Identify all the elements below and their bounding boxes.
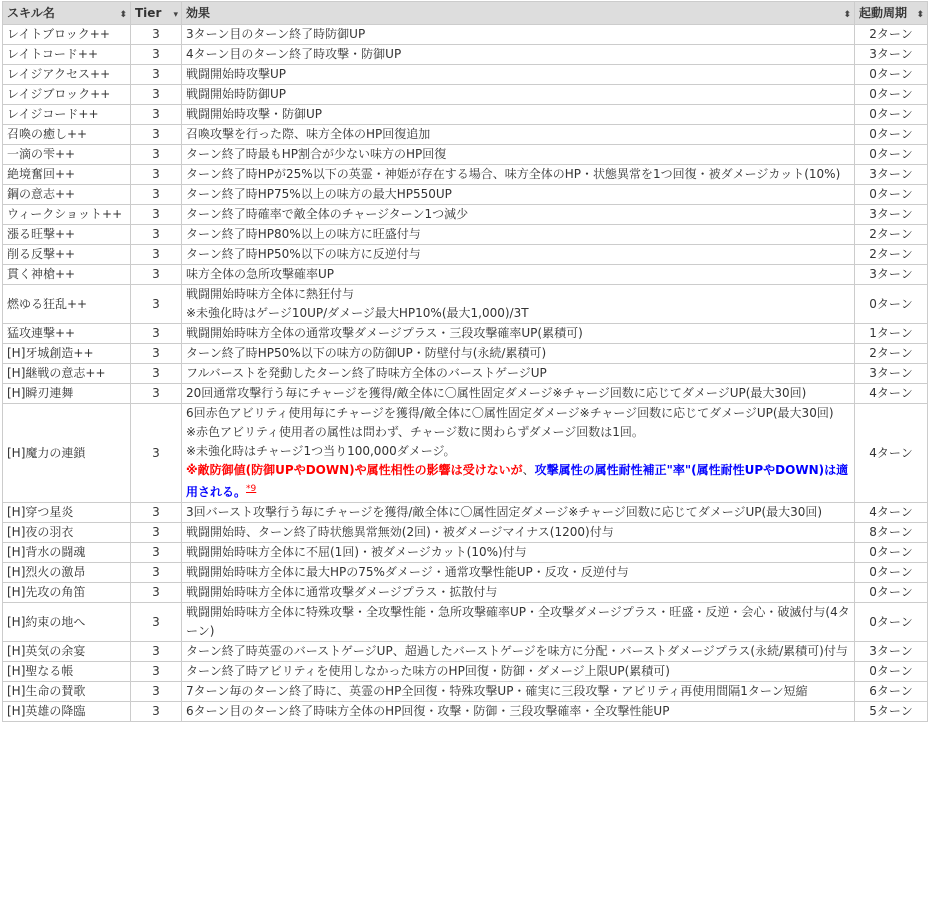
tier-cell: 3 bbox=[131, 543, 182, 563]
effect-cell bbox=[182, 285, 855, 324]
table-row bbox=[3, 702, 928, 722]
tier-cell: 3 bbox=[131, 384, 182, 404]
cycle-cell: 0ターン bbox=[855, 185, 928, 205]
tier-cell: 3 bbox=[131, 364, 182, 384]
tier-cell: 3 bbox=[131, 324, 182, 344]
skill-name-cell: 一滴の雫++ bbox=[3, 145, 131, 165]
tier-cell: 3 bbox=[131, 662, 182, 682]
effect-line: 戦闘開始時味方全体に特殊攻撃・全攻撃性能・急所攻撃確率UP・全攻撃ダメージプラス・旺盛・反逆・会心・破滅付与(4ターン) bbox=[186, 605, 850, 638]
tier-cell: 3 bbox=[131, 404, 182, 503]
effect-line: 7ターン毎のターン終了時に、英霊のHP全回復・特殊攻撃UP・確実に三段攻撃・アビリティ再使用間隔1ターン短縮 bbox=[186, 684, 808, 698]
table-row bbox=[3, 145, 928, 165]
effect-cell bbox=[182, 583, 855, 603]
cycle-cell: 0ターン bbox=[855, 145, 928, 165]
effect-line: ターン終了時HP80%以上の味方に旺盛付与 bbox=[186, 227, 421, 241]
cycle-cell: 1ターン bbox=[855, 324, 928, 344]
effect-line: 6ターン目のターン終了時味方全体のHP回復・攻撃・防御・三段攻撃確率・全攻撃性能UP bbox=[186, 704, 670, 718]
tier-cell: 3 bbox=[131, 45, 182, 65]
cycle-cell: 3ターン bbox=[855, 642, 928, 662]
skill-name-cell: 漲る旺撃++ bbox=[3, 225, 131, 245]
skill-name-cell: 鋼の意志++ bbox=[3, 185, 131, 205]
effect-line: 3回バースト攻撃行う毎にチャージを獲得/敵全体に〇属性固定ダメージ※チャージ回数に応じてダメージUP(最大30回) bbox=[186, 505, 823, 519]
tier-cell: 3 bbox=[131, 503, 182, 523]
table-row bbox=[3, 165, 928, 185]
column-header-tier[interactable]: Tier ▾ bbox=[131, 2, 182, 25]
column-header-cycle[interactable]: 起動周期 ⬍ bbox=[855, 2, 928, 25]
tier-cell: 3 bbox=[131, 85, 182, 105]
effect-line: 戦闘開始時攻撃UP bbox=[186, 67, 287, 81]
effect-cell bbox=[182, 205, 855, 225]
effect-cell bbox=[182, 105, 855, 125]
cycle-cell: 3ターン bbox=[855, 45, 928, 65]
effect-line: 戦闘開始時味方全体に熱狂付与 bbox=[186, 287, 355, 301]
effect-cell bbox=[182, 642, 855, 662]
table-row bbox=[3, 662, 928, 682]
skill-name-cell: [H]牙城創造++ bbox=[3, 344, 131, 364]
sort-icon: ⬍ bbox=[916, 10, 924, 20]
skill-name-cell: [H]瞬刃連舞 bbox=[3, 384, 131, 404]
table-row bbox=[3, 642, 928, 662]
effect-cell bbox=[182, 45, 855, 65]
table-row bbox=[3, 265, 928, 285]
cycle-cell: 0ターン bbox=[855, 563, 928, 583]
skill-name-cell: 削る反撃++ bbox=[3, 245, 131, 265]
skill-name-cell: [H]魔力の連鎖 bbox=[3, 404, 131, 503]
effect-line: 戦闘開始時味方全体の通常攻撃ダメージプラス・三段攻撃確率UP(累積可) bbox=[186, 326, 583, 340]
cycle-cell: 0ターン bbox=[855, 603, 928, 642]
skill-name-cell: ウィークショット++ bbox=[3, 205, 131, 225]
effect-cell bbox=[182, 125, 855, 145]
cycle-cell: 8ターン bbox=[855, 523, 928, 543]
effect-cell bbox=[182, 563, 855, 583]
table-row bbox=[3, 25, 928, 45]
tier-cell: 3 bbox=[131, 225, 182, 245]
tier-cell: 3 bbox=[131, 523, 182, 543]
effect-cell bbox=[182, 65, 855, 85]
skill-name-cell: [H]穿つ星炎 bbox=[3, 503, 131, 523]
table-row bbox=[3, 344, 928, 364]
effect-line: 召喚攻撃を行った際、味方全体のHP回復追加 bbox=[186, 127, 431, 141]
cycle-cell: 2ターン bbox=[855, 225, 928, 245]
skill-name-cell: [H]英雄の降臨 bbox=[3, 702, 131, 722]
cycle-cell: 0ターン bbox=[855, 285, 928, 324]
table-row bbox=[3, 245, 928, 265]
effect-cell bbox=[182, 265, 855, 285]
effect-cell bbox=[182, 225, 855, 245]
effect-line: 6回赤色アビリティ使用毎にチャージを獲得/敵全体に〇属性固定ダメージ※チャージ回数に応じてダメージUP(最大30回) bbox=[186, 406, 834, 420]
skill-name-cell: 絶境奮回++ bbox=[3, 165, 131, 185]
effect-cell bbox=[182, 523, 855, 543]
tier-cell: 3 bbox=[131, 205, 182, 225]
effect-cell bbox=[182, 145, 855, 165]
effect-cell bbox=[182, 324, 855, 344]
tier-cell: 3 bbox=[131, 265, 182, 285]
effect-line: 戦闘開始時味方全体に不屈(1回)・被ダメージカット(10%)付与 bbox=[186, 545, 527, 559]
effect-line: 戦闘開始時防御UP bbox=[186, 87, 287, 101]
effect-line: ターン終了時最もHP割合が少ない味方のHP回復 bbox=[186, 147, 447, 161]
tier-cell: 3 bbox=[131, 185, 182, 205]
cycle-cell: 2ターン bbox=[855, 25, 928, 45]
effect-line: ターン終了時HPが25%以下の英霊・神姫が存在する場合、味方全体のHP・状態異常を1つ回復・被ダメージカット(10%) bbox=[186, 167, 841, 181]
cycle-cell: 0ターン bbox=[855, 65, 928, 85]
effect-cell bbox=[182, 404, 855, 503]
table-row bbox=[3, 523, 928, 543]
effect-line: ターン終了時確率で敵全体のチャージターン1つ減少 bbox=[186, 207, 469, 221]
effect-cell bbox=[182, 503, 855, 523]
skill-name-cell: レイジアクセス++ bbox=[3, 65, 131, 85]
effect-line: 戦闘開始時味方全体に最大HPの75%ダメージ・通常攻撃性能UP・反攻・反逆付与 bbox=[186, 565, 629, 579]
table-row bbox=[3, 205, 928, 225]
tier-cell: 3 bbox=[131, 165, 182, 185]
column-header-effect[interactable]: 効果 ⬍ bbox=[182, 2, 855, 25]
table-row bbox=[3, 105, 928, 125]
effect-line: フルバーストを発動したターン終了時味方全体のバーストゲージUP bbox=[186, 366, 547, 380]
effect-cell bbox=[182, 25, 855, 45]
cycle-cell: 5ターン bbox=[855, 702, 928, 722]
effect-line: ※未強化時はチャージ1つ当り100,000ダメージ。 bbox=[186, 444, 456, 458]
cycle-cell: 0ターン bbox=[855, 662, 928, 682]
table-row bbox=[3, 185, 928, 205]
cycle-cell: 2ターン bbox=[855, 344, 928, 364]
cycle-cell: 0ターン bbox=[855, 85, 928, 105]
skill-name-cell: [H]先攻の角笛 bbox=[3, 583, 131, 603]
cycle-cell: 3ターン bbox=[855, 364, 928, 384]
cycle-cell: 2ターン bbox=[855, 245, 928, 265]
skill-name-cell: [H]生命の賛歌 bbox=[3, 682, 131, 702]
table-row bbox=[3, 404, 928, 503]
tier-cell: 3 bbox=[131, 583, 182, 603]
effect-cell bbox=[182, 702, 855, 722]
skill-name-cell: [H]夜の羽衣 bbox=[3, 523, 131, 543]
table-row bbox=[3, 364, 928, 384]
effect-line: 味方全体の急所攻撃確率UP bbox=[186, 267, 335, 281]
cycle-cell: 3ターン bbox=[855, 205, 928, 225]
table-row bbox=[3, 603, 928, 642]
cycle-cell: 0ターン bbox=[855, 125, 928, 145]
skill-name-cell: 召喚の癒し++ bbox=[3, 125, 131, 145]
skill-table bbox=[2, 1, 928, 722]
effect-cell bbox=[182, 543, 855, 563]
table-row bbox=[3, 563, 928, 583]
effect-note bbox=[186, 461, 850, 502]
effect-line: ※未強化時はゲージ10UP/ダメージ最大HP10%(最大1,000)/3T bbox=[186, 306, 529, 320]
sort-icon: ⬍ bbox=[119, 10, 127, 20]
effect-cell bbox=[182, 662, 855, 682]
effect-note-red: ※敵防御値(防御UPやDOWN)や属性相性の影響は受けないが bbox=[186, 463, 523, 477]
effect-cell bbox=[182, 85, 855, 105]
effect-line: 戦闘開始時攻撃・防御UP bbox=[186, 107, 323, 121]
effect-cell bbox=[182, 344, 855, 364]
tier-cell: 3 bbox=[131, 563, 182, 583]
tier-cell: 3 bbox=[131, 603, 182, 642]
tier-cell: 3 bbox=[131, 25, 182, 45]
table-body bbox=[3, 25, 928, 722]
tier-cell: 3 bbox=[131, 682, 182, 702]
table-row bbox=[3, 682, 928, 702]
table-row bbox=[3, 45, 928, 65]
skill-name-cell: レイジブロック++ bbox=[3, 85, 131, 105]
effect-line: ※赤色アビリティ使用者の属性は問わず、チャージ数に関わらずダメージ回数は1回。 bbox=[186, 425, 644, 439]
tier-cell: 3 bbox=[131, 105, 182, 125]
effect-cell bbox=[182, 364, 855, 384]
cycle-cell: 4ターン bbox=[855, 503, 928, 523]
effect-line: ターン終了時英霊のバーストゲージUP、超過したバーストゲージを味方に分配・バーストダメージプラス(永続/累積可)付与 bbox=[186, 644, 848, 658]
effect-line: 4ターン目のターン終了時攻撃・防御UP bbox=[186, 47, 402, 61]
cycle-cell: 0ターン bbox=[855, 583, 928, 603]
effect-cell bbox=[182, 682, 855, 702]
skill-name-cell: [H]継戦の意志++ bbox=[3, 364, 131, 384]
skill-name-cell: [H]英気の余宴 bbox=[3, 642, 131, 662]
sort-icon: ⬍ bbox=[843, 10, 851, 20]
tier-cell: 3 bbox=[131, 702, 182, 722]
skill-name-cell: 燃ゆる狂乱++ bbox=[3, 285, 131, 324]
cycle-cell: 3ターン bbox=[855, 165, 928, 185]
table-row bbox=[3, 125, 928, 145]
effect-line: ターン終了時HP50%以下の味方に反逆付与 bbox=[186, 247, 421, 261]
effect-line: 3ターン目のターン終了時防御UP bbox=[186, 27, 366, 41]
tier-cell: 3 bbox=[131, 245, 182, 265]
effect-line: ターン終了時アビリティを使用しなかった味方のHP回復・防御・ダメージ上限UP(累積可) bbox=[186, 664, 670, 678]
cycle-cell: 4ターン bbox=[855, 384, 928, 404]
tier-cell: 3 bbox=[131, 285, 182, 324]
cycle-cell: 0ターン bbox=[855, 543, 928, 563]
cycle-cell: 3ターン bbox=[855, 265, 928, 285]
effect-note-blue: 攻撃属性の属性耐性補正"率"(属性耐性UPやDOWN)は適用される。 bbox=[186, 463, 849, 499]
table-row bbox=[3, 384, 928, 404]
skill-name-cell: [H]約束の地へ bbox=[3, 603, 131, 642]
cycle-cell: 4ターン bbox=[855, 404, 928, 503]
effect-cell bbox=[182, 165, 855, 185]
table-row bbox=[3, 85, 928, 105]
skill-name-cell: [H]烈火の激昂 bbox=[3, 563, 131, 583]
cycle-cell: 0ターン bbox=[855, 105, 928, 125]
effect-line: 戦闘開始時味方全体に通常攻撃ダメージプラス・拡散付与 bbox=[186, 585, 498, 599]
table-row bbox=[3, 583, 928, 603]
effect-cell bbox=[182, 245, 855, 265]
table-row bbox=[3, 543, 928, 563]
table-row bbox=[3, 324, 928, 344]
footnote-link[interactable]: *9 bbox=[246, 484, 257, 494]
skill-name-cell: [H]聖なる帳 bbox=[3, 662, 131, 682]
skill-name-cell: レイトコード++ bbox=[3, 45, 131, 65]
column-header-skill-name[interactable]: スキル名 ⬍ bbox=[3, 2, 131, 25]
skill-name-cell: レイジコード++ bbox=[3, 105, 131, 125]
cycle-cell: 6ターン bbox=[855, 682, 928, 702]
effect-line: 戦闘開始時、ターン終了時状態異常無効(2回)・被ダメージマイナス(1200)付与 bbox=[186, 525, 614, 539]
tier-cell: 3 bbox=[131, 65, 182, 85]
skill-name-cell: [H]背水の闘魂 bbox=[3, 543, 131, 563]
effect-note-sep: 、 bbox=[522, 463, 535, 477]
tier-cell: 3 bbox=[131, 145, 182, 165]
effect-line: 20回通常攻撃行う毎にチャージを獲得/敵全体に〇属性固定ダメージ※チャージ回数に応じてダメージUP(最大30回) bbox=[186, 386, 807, 400]
skill-name-cell: 貫く神槍++ bbox=[3, 265, 131, 285]
table-row bbox=[3, 285, 928, 324]
sort-desc-icon: ▾ bbox=[173, 10, 178, 20]
table-row bbox=[3, 65, 928, 85]
skill-name-cell: レイトブロック++ bbox=[3, 25, 131, 45]
table-row bbox=[3, 503, 928, 523]
effect-line: ターン終了時HP75%以上の味方の最大HP550UP bbox=[186, 187, 452, 201]
tier-cell: 3 bbox=[131, 642, 182, 662]
tier-cell: 3 bbox=[131, 125, 182, 145]
effect-cell bbox=[182, 603, 855, 642]
tier-cell: 3 bbox=[131, 344, 182, 364]
table-row bbox=[3, 225, 928, 245]
effect-cell bbox=[182, 384, 855, 404]
table-header-row bbox=[3, 2, 928, 25]
effect-cell bbox=[182, 185, 855, 205]
skill-name-cell: 猛攻連撃++ bbox=[3, 324, 131, 344]
effect-line: ターン終了時HP50%以下の味方の防御UP・防壁付与(永続/累積可) bbox=[186, 346, 547, 360]
